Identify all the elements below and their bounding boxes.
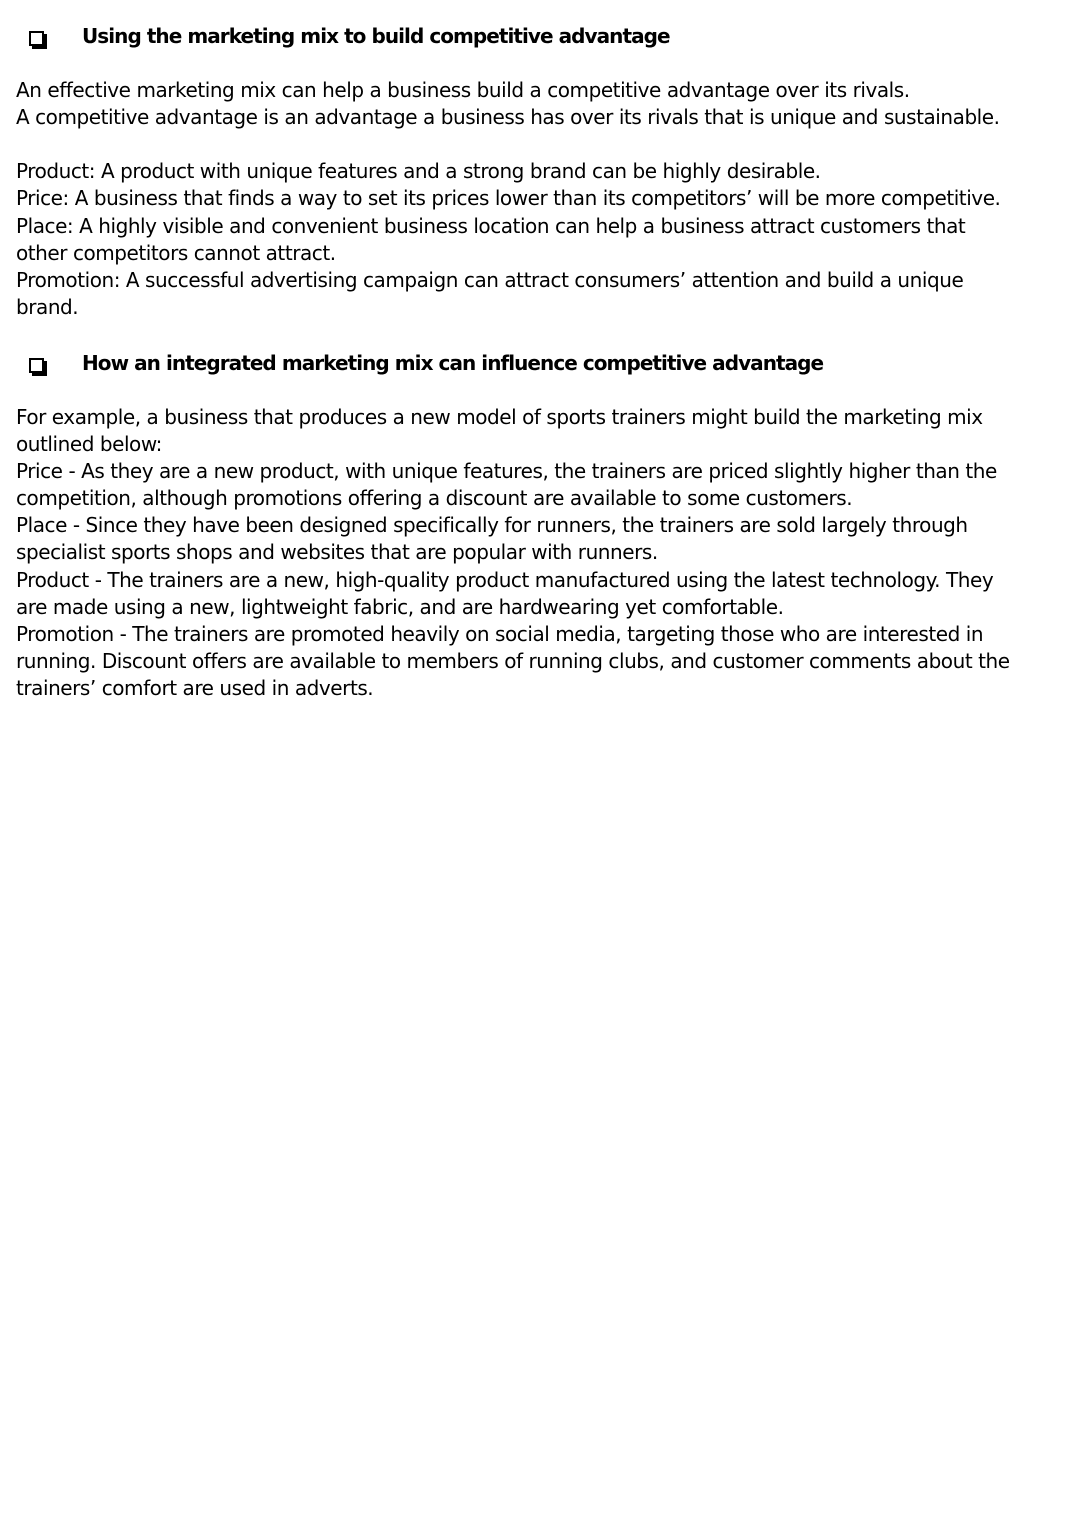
paragraph-line: For example, a business that produces a new model of sports trainers might build the marketing mix	[16, 405, 983, 429]
paragraph-line: An effective marketing mix can help a business build a competitive advantage over its rivals.	[16, 78, 910, 102]
paragraph-line: Product: A product with unique features and a strong brand can be highly desirable.	[16, 159, 821, 183]
paragraph-line: brand.	[16, 295, 79, 319]
checkbox-bullet-icon	[29, 358, 44, 373]
paragraph-line: Product - The trainers are a new, high-quality product manufactured using the latest technology. They	[16, 568, 994, 592]
section-heading-competitive-advantage	[0, 21, 1080, 57]
section-heading-integrated-mix	[0, 348, 1080, 384]
paragraph-line: outlined below:	[16, 432, 162, 456]
paragraph-line: specialist sports shops and websites that are popular with runners.	[16, 540, 658, 564]
paragraph-line: trainers’ comfort are used in adverts.	[16, 676, 374, 700]
paragraph-line: Promotion - The trainers are promoted heavily on social media, targeting those who are interested in	[16, 622, 984, 646]
paragraph-line: Price - As they are a new product, with unique features, the trainers are priced slightly higher than the	[16, 459, 997, 483]
section-heading-text: How an integrated marketing mix can influence competitive advantage	[82, 351, 824, 375]
paragraph-line: Price: A business that finds a way to set its prices lower than its competitors’ will be more competitive.	[16, 186, 1001, 210]
section-heading-text: Using the marketing mix to build competitive advantage	[82, 24, 670, 48]
paragraph-line: other competitors cannot attract.	[16, 241, 336, 265]
paragraph-line: A competitive advantage is an advantage a business has over its rivals that is unique and sustainable.	[16, 105, 1000, 129]
paragraph-line: competition, although promotions offering a discount are available to some customers.	[16, 486, 853, 510]
paragraph-line: are made using a new, lightweight fabric, and are hardwearing yet comfortable.	[16, 595, 784, 619]
paragraph-line: running. Discount offers are available to members of running clubs, and customer comments about the	[16, 649, 1010, 673]
paragraph-line: Place: A highly visible and convenient business location can help a business attract customers that	[16, 214, 966, 238]
paragraph-line: Place - Since they have been designed specifically for runners, the trainers are sold largely through	[16, 513, 968, 537]
paragraph-line: Promotion: A successful advertising campaign can attract consumers’ attention and build a unique	[16, 268, 964, 292]
checkbox-bullet-icon	[29, 31, 44, 46]
